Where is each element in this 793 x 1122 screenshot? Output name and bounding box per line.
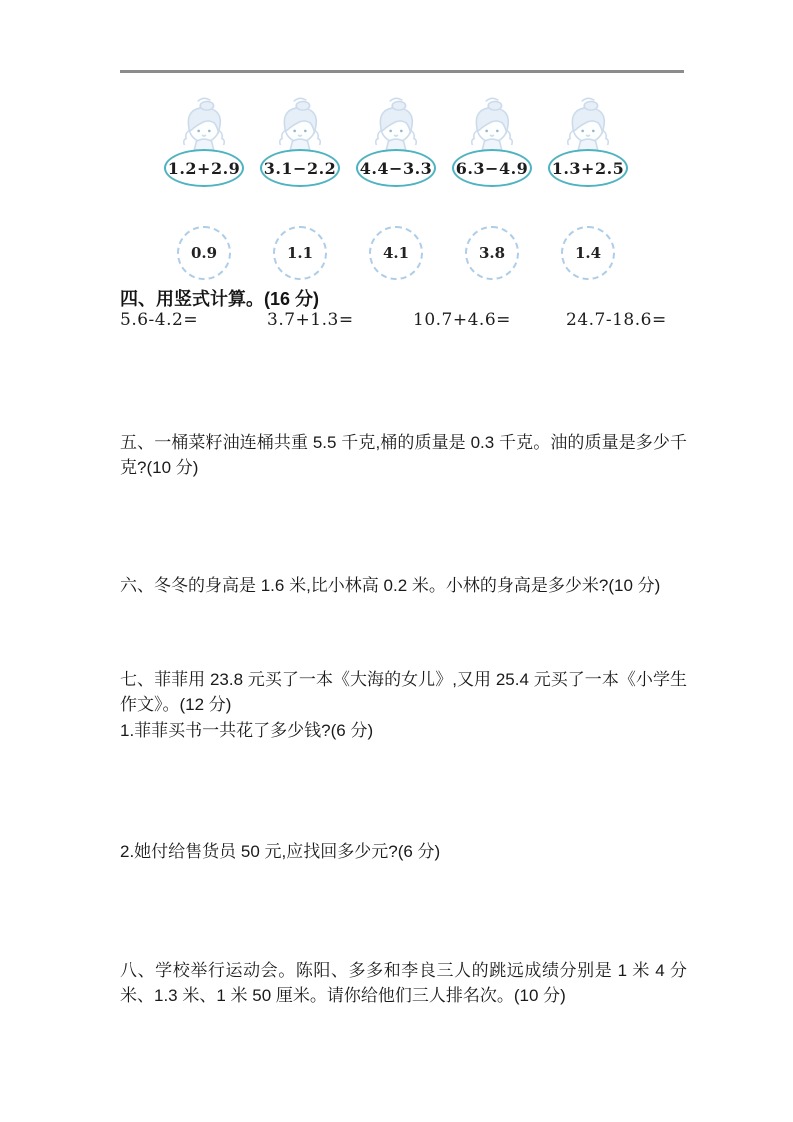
- section-four-heading: 四、用竖式计算。(16 分): [120, 289, 320, 309]
- answer-wreaths: [156, 226, 640, 280]
- section-seven-problem: 七、菲菲用 23.8 元买了一本《大海的女儿》,又用 25.4 元买了一本《小学生作文》。(12 分): [120, 670, 687, 714]
- wreath-badge-icon: [369, 226, 423, 280]
- expression-text: 6.3−4.9: [455, 158, 529, 178]
- section-five-problem: 五、一桶菜籽油连桶共重 5.5 千克,桶的质量是 0.3 千克。油的质量是多少千克?(10 分): [120, 433, 687, 477]
- expression-text: 4.4−3.3: [359, 158, 433, 178]
- answer-cell: [540, 226, 636, 280]
- section-seven-question-1: 1.菲菲买书一共花了多少钱?(6 分): [120, 721, 374, 740]
- expression-text: 1.3+2.5: [551, 158, 625, 178]
- expression-text: 1.2+2.9: [167, 158, 241, 178]
- answer-cell: [444, 226, 540, 280]
- calc-problem-4: 24.7-18.6=: [566, 310, 667, 330]
- answer-text: 1.1: [286, 244, 314, 262]
- expression-bubble: [260, 149, 340, 187]
- matching-pair: [348, 96, 444, 187]
- answer-cell: [348, 226, 444, 280]
- answer-cell: [252, 226, 348, 280]
- section-eight-problem: 八、学校举行运动会。陈阳、多多和李良三人的跳远成绩分别是 1 米 4 分米、1.3 米、1 米 50 厘米。请你给他们三人排名次。(10 分): [120, 961, 687, 1005]
- answer-text: 0.9: [190, 244, 218, 262]
- matching-pair: [540, 96, 636, 187]
- answer-text: 4.1: [382, 244, 410, 262]
- calc-problem-2: 3.7+1.3=: [267, 310, 354, 330]
- matching-exercise: [156, 96, 640, 187]
- wreath-badge-icon: [465, 226, 519, 280]
- expression-text: 3.1−2.2: [263, 158, 337, 178]
- wreath-badge-icon: [273, 226, 327, 280]
- matching-pair: [252, 96, 348, 187]
- answer-cell: [156, 226, 252, 280]
- matching-pair: [444, 96, 540, 187]
- section-six-problem: 六、冬冬的身高是 1.6 米,比小林高 0.2 米。小林的身高是多少米?(10 分): [120, 576, 661, 595]
- calc-problem-1: 5.6-4.2=: [120, 310, 199, 330]
- section-seven-question-2: 2.她付给售货员 50 元,应找回多少元?(6 分): [120, 842, 441, 861]
- answer-text: 1.4: [574, 244, 602, 262]
- expression-bubble: [452, 149, 532, 187]
- matching-pair: [156, 96, 252, 187]
- expression-bubble: [164, 149, 244, 187]
- wreath-badge-icon: [561, 226, 615, 280]
- divider-line: [120, 70, 684, 73]
- calc-problem-3: 10.7+4.6=: [413, 310, 511, 330]
- answer-text: 3.8: [478, 244, 506, 262]
- wreath-badge-icon: [177, 226, 231, 280]
- expression-bubble: [356, 149, 436, 187]
- expression-bubble: [548, 149, 628, 187]
